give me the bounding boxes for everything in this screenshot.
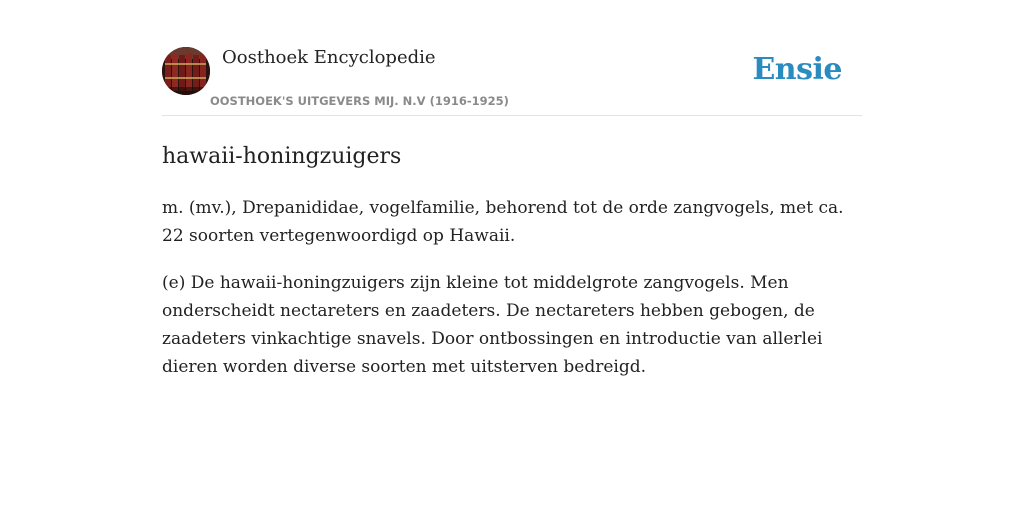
ensie-logo[interactable]: Ensie bbox=[752, 52, 842, 87]
books-image bbox=[162, 47, 210, 95]
entry-title: hawaii-honingzuigers bbox=[162, 144, 402, 169]
entry-paragraph-description: (e) De hawaii-honingzuigers zijn kleine tot middelgrote zangvogels. Men onderscheidt nectareters en zaadeters. De nectareters hebben gebogen, de zaadeters vinkachtige snavels. Door ontbossingen en introductie van allerlei dieren worden diverse soorten met uitsterven bedreigd. bbox=[162, 273, 823, 377]
entry-card bbox=[162, 47, 862, 381]
publisher-label: OOSTHOEK'S UITGEVERS MIJ. N.V (1916-1925) bbox=[210, 94, 509, 108]
encyclopedia-books-avatar[interactable] bbox=[162, 47, 210, 95]
entry-paragraph-definition: m. (mv.), Drepanididae, vogelfamilie, behorend tot de orde zangvogels, met ca. 22 soorten vertegenwoordigd op Hawaii. bbox=[162, 198, 844, 246]
entry-header bbox=[162, 47, 862, 116]
site-name[interactable]: Oosthoek Encyclopedie bbox=[222, 47, 436, 68]
